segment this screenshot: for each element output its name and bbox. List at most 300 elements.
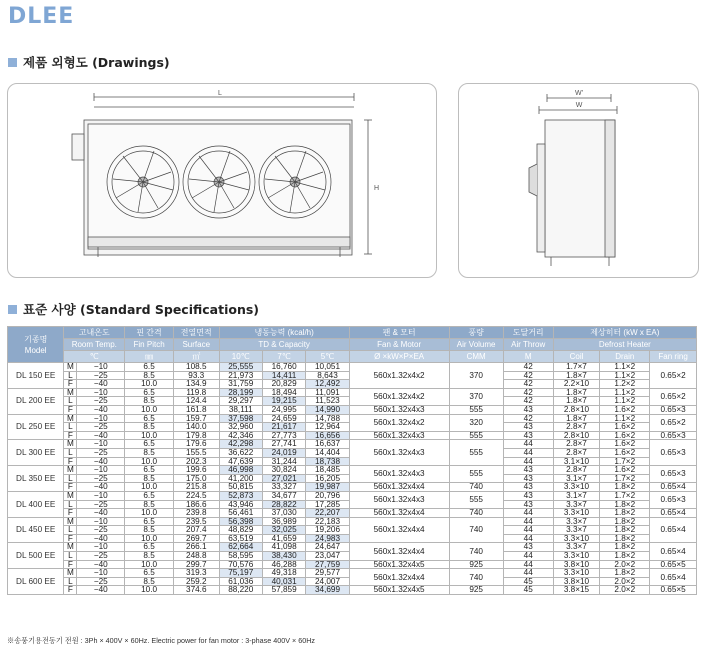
fin-pitch: 8.5: [125, 552, 174, 561]
capacity-cell: 14,788: [306, 414, 349, 423]
capacity-cell: 27,773: [262, 431, 305, 440]
defrost-drain: 1.7×2: [600, 474, 650, 483]
capacity-cell: 29,297: [219, 397, 262, 406]
defrost-drain: 2.0×2: [600, 586, 650, 595]
fan-ring: 0.65×3: [650, 431, 697, 440]
drawings-heading: [8, 53, 170, 71]
capacity-cell: 52,873: [219, 491, 262, 500]
temp-class: F: [64, 509, 77, 518]
defrost-drain: 1.7×2: [600, 491, 650, 500]
capacity-cell: 16,656: [306, 431, 349, 440]
header-cell: Room Temp.: [64, 339, 125, 351]
header-cell: Fan ring: [650, 351, 697, 363]
air-volume: 555: [449, 440, 503, 466]
capacity-cell: 88,220: [219, 586, 262, 595]
capacity-cell: 61,036: [219, 577, 262, 586]
fan-motor: 560x1.32x4x4: [349, 517, 449, 543]
air-throw: 43: [503, 474, 553, 483]
capacity-cell: 27,741: [262, 440, 305, 449]
surface: 119.8: [173, 388, 219, 397]
defrost-drain: 1.6×2: [600, 405, 650, 414]
fan-motor: 560x1.32x4x5: [349, 586, 449, 595]
section-marker: [8, 58, 17, 67]
capacity-cell: 37,030: [262, 509, 305, 518]
model-name: DL 600 EE: [8, 569, 64, 595]
defrost-drain: 1.1×2: [600, 414, 650, 423]
defrost-coil: 1.8×7: [553, 397, 600, 406]
dimension-label-w-prime: W': [575, 90, 583, 97]
defrost-coil: 3.1×7: [553, 474, 600, 483]
spec-table: [7, 326, 697, 595]
capacity-cell: 16,205: [306, 474, 349, 483]
air-throw: 43: [503, 491, 553, 500]
defrost-drain: 2.0×2: [600, 560, 650, 569]
table-row: [8, 440, 697, 449]
capacity-cell: 40,031: [262, 577, 305, 586]
defrost-drain: 1.6×2: [600, 466, 650, 475]
defrost-drain: 1.8×2: [600, 509, 650, 518]
capacity-cell: 14,990: [306, 405, 349, 414]
temp-class: M: [64, 414, 77, 423]
table-row: [8, 483, 697, 492]
fin-pitch: 10.0: [125, 405, 174, 414]
air-throw: 42: [503, 380, 553, 389]
fin-pitch: 6.5: [125, 517, 174, 526]
surface: 269.7: [173, 534, 219, 543]
header-cell: ℃: [64, 351, 125, 363]
capacity-cell: 11,523: [306, 397, 349, 406]
header-model: 기종명 Model: [8, 327, 64, 363]
capacity-cell: 63,519: [219, 534, 262, 543]
defrost-coil: 2.8×7: [553, 466, 600, 475]
capacity-cell: 18,494: [262, 388, 305, 397]
model-name: DL 150 EE: [8, 363, 64, 389]
fan-ring: 0.65×3: [650, 405, 697, 414]
fin-pitch: 10.0: [125, 483, 174, 492]
header-cell: Coil: [553, 351, 600, 363]
fan-ring: 0.65×4: [650, 569, 697, 586]
air-throw: 44: [503, 534, 553, 543]
header-cell: CMM: [449, 351, 503, 363]
capacity-cell: 37,598: [219, 414, 262, 423]
table-row: [8, 405, 697, 414]
room-temp: −25: [77, 500, 125, 509]
defrost-drain: 1.1×2: [600, 388, 650, 397]
defrost-coil: 3.8×15: [553, 586, 600, 595]
air-throw: 42: [503, 388, 553, 397]
temp-class: M: [64, 466, 77, 475]
room-temp: −10: [77, 466, 125, 475]
capacity-cell: 19,215: [262, 397, 305, 406]
air-throw: 44: [503, 440, 553, 449]
model-name: DL 350 EE: [8, 466, 64, 492]
air-throw: 44: [503, 526, 553, 535]
air-volume: 925: [449, 586, 503, 595]
room-temp: −25: [77, 423, 125, 432]
fin-pitch: 10.0: [125, 509, 174, 518]
fan-motor: 560x1.32x4x4: [349, 569, 449, 586]
fan-ring: 0.65×3: [650, 491, 697, 508]
surface: 202.3: [173, 457, 219, 466]
header-cell: ㎡: [173, 351, 219, 363]
defrost-coil: 3.3×10: [553, 509, 600, 518]
capacity-cell: 41,659: [262, 534, 305, 543]
capacity-cell: 18,485: [306, 466, 349, 475]
page-title: DLEE: [8, 4, 75, 29]
header-row-2: [8, 339, 697, 351]
capacity-cell: 24,983: [306, 534, 349, 543]
air-throw: 42: [503, 363, 553, 372]
room-temp: −40: [77, 457, 125, 466]
header-cell: Fin Pitch: [125, 339, 174, 351]
defrost-coil: 3.8×10: [553, 560, 600, 569]
fin-pitch: 6.5: [125, 569, 174, 578]
fin-pitch: 8.5: [125, 577, 174, 586]
table-row: [8, 388, 697, 397]
surface: 124.4: [173, 397, 219, 406]
capacity-cell: 27,759: [306, 560, 349, 569]
room-temp: −40: [77, 586, 125, 595]
header-cell: 도달거리: [503, 327, 553, 339]
room-temp: −25: [77, 474, 125, 483]
header-row-3: [8, 351, 697, 363]
header-cell: ㎜: [125, 351, 174, 363]
capacity-cell: 41,098: [262, 543, 305, 552]
defrost-coil: 3.3×7: [553, 543, 600, 552]
capacity-cell: 14,411: [262, 371, 305, 380]
capacity-cell: 16,637: [306, 440, 349, 449]
temp-class: L: [64, 423, 77, 432]
capacity-cell: 36,989: [262, 517, 305, 526]
defrost-coil: 3.1×10: [553, 457, 600, 466]
air-throw: 44: [503, 448, 553, 457]
fin-pitch: 6.5: [125, 363, 174, 372]
capacity-cell: 24,995: [262, 405, 305, 414]
capacity-cell: 50,815: [219, 483, 262, 492]
fan-ring: 0.65×4: [650, 517, 697, 543]
surface: 259.2: [173, 577, 219, 586]
temp-class: L: [64, 371, 77, 380]
capacity-cell: 34,699: [306, 586, 349, 595]
capacity-cell: 31,244: [262, 457, 305, 466]
surface: 319.3: [173, 569, 219, 578]
capacity-cell: 23,047: [306, 552, 349, 561]
surface: 248.8: [173, 552, 219, 561]
temp-class: L: [64, 500, 77, 509]
dimension-label-width: L: [218, 90, 222, 97]
table-row: [8, 569, 697, 578]
header-cell: 전열면적: [173, 327, 219, 339]
fan-ring: 0.65×2: [650, 414, 697, 431]
defrost-drain: 1.8×2: [600, 543, 650, 552]
capacity-cell: 12,492: [306, 380, 349, 389]
defrost-coil: 3.8×10: [553, 577, 600, 586]
defrost-coil: 1.8×7: [553, 388, 600, 397]
fin-pitch: 6.5: [125, 491, 174, 500]
fan-motor: 560x1.32x4x4: [349, 509, 449, 518]
front-view-svg: [8, 84, 436, 277]
side-view-svg: [459, 84, 698, 277]
air-throw: 44: [503, 457, 553, 466]
capacity-cell: 57,859: [262, 586, 305, 595]
room-temp: −25: [77, 371, 125, 380]
room-temp: −10: [77, 440, 125, 449]
defrost-coil: 3.3×7: [553, 526, 600, 535]
defrost-drain: 1.6×2: [600, 448, 650, 457]
section-marker: [8, 305, 17, 314]
drawings-heading-text: 제품 외형도 (Drawings): [23, 55, 170, 70]
fan-motor: 560x1.32x4x2: [349, 363, 449, 389]
air-throw: 45: [503, 586, 553, 595]
air-throw: 44: [503, 569, 553, 578]
capacity-cell: 20,829: [262, 380, 305, 389]
fin-pitch: 10.0: [125, 534, 174, 543]
air-volume: 740: [449, 569, 503, 586]
fan-motor: 560x1.32x4x4: [349, 483, 449, 492]
header-cell: 냉동능력 (kcal/h): [219, 327, 349, 339]
capacity-cell: 30,824: [262, 466, 305, 475]
capacity-cell: 20,796: [306, 491, 349, 500]
capacity-cell: 24,007: [306, 577, 349, 586]
temp-class: M: [64, 569, 77, 578]
model-name: DL 400 EE: [8, 491, 64, 517]
spec-table-header: [8, 327, 697, 363]
defrost-coil: 3.3×7: [553, 500, 600, 509]
room-temp: −10: [77, 388, 125, 397]
spec-table-body: [8, 363, 697, 595]
room-temp: −10: [77, 517, 125, 526]
fin-pitch: 8.5: [125, 371, 174, 380]
capacity-cell: 31,759: [219, 380, 262, 389]
capacity-cell: 47,639: [219, 457, 262, 466]
specs-heading: [8, 300, 259, 318]
air-throw: 43: [503, 431, 553, 440]
room-temp: −40: [77, 560, 125, 569]
temp-class: M: [64, 543, 77, 552]
defrost-drain: 1.1×2: [600, 397, 650, 406]
fan-motor: 560x1.32x4x3: [349, 440, 449, 466]
air-volume: 320: [449, 414, 503, 431]
dimension-label-height: H: [374, 185, 380, 192]
header-cell: Air Throw: [503, 339, 553, 351]
defrost-drain: 1.2×2: [600, 380, 650, 389]
temp-class: M: [64, 440, 77, 449]
temp-class: L: [64, 526, 77, 535]
defrost-drain: 1.6×2: [600, 423, 650, 432]
air-volume: 555: [449, 431, 503, 440]
capacity-cell: 25,555: [219, 363, 262, 372]
defrost-coil: 2.8×7: [553, 440, 600, 449]
surface: 207.4: [173, 526, 219, 535]
model-name: DL 300 EE: [8, 440, 64, 466]
air-volume: 740: [449, 483, 503, 492]
table-row: [8, 517, 697, 526]
footnote: ※송풍기용전동기 전원 : 3Ph × 400V × 60Hz. Electric power for fan motor : 3-phase 400V × 60Hz: [7, 636, 315, 645]
air-throw: 43: [503, 423, 553, 432]
surface: 134.9: [173, 380, 219, 389]
capacity-cell: 24,647: [306, 543, 349, 552]
room-temp: −25: [77, 448, 125, 457]
temp-class: M: [64, 491, 77, 500]
air-volume: 555: [449, 491, 503, 508]
surface: 93.3: [173, 371, 219, 380]
capacity-cell: 41,200: [219, 474, 262, 483]
capacity-cell: 10,051: [306, 363, 349, 372]
defrost-coil: 3.3×10: [553, 569, 600, 578]
air-throw: 44: [503, 552, 553, 561]
fin-pitch: 8.5: [125, 526, 174, 535]
capacity-cell: 19,987: [306, 483, 349, 492]
defrost-drain: 1.6×2: [600, 440, 650, 449]
air-volume: 555: [449, 466, 503, 483]
surface: 266.1: [173, 543, 219, 552]
header-cell: 팬 & 모터: [349, 327, 449, 339]
header-cell: Ø ×kW×P×EA: [349, 351, 449, 363]
fin-pitch: 6.5: [125, 414, 174, 423]
capacity-cell: 38,111: [219, 405, 262, 414]
capacity-cell: 42,298: [219, 440, 262, 449]
room-temp: −10: [77, 363, 125, 372]
fin-pitch: 8.5: [125, 397, 174, 406]
capacity-cell: 56,398: [219, 517, 262, 526]
defrost-coil: 2.2×10: [553, 380, 600, 389]
air-throw: 44: [503, 509, 553, 518]
side-view-drawing: [458, 83, 699, 278]
room-temp: −10: [77, 569, 125, 578]
capacity-cell: 28,199: [219, 388, 262, 397]
fan-ring: 0.65×5: [650, 586, 697, 595]
surface: 299.7: [173, 560, 219, 569]
room-temp: −25: [77, 552, 125, 561]
header-cell: 풍량: [449, 327, 503, 339]
defrost-coil: 3.1×7: [553, 491, 600, 500]
surface: 199.6: [173, 466, 219, 475]
defrost-coil: 3.3×10: [553, 552, 600, 561]
defrost-drain: 1.8×2: [600, 534, 650, 543]
air-volume: 740: [449, 517, 503, 543]
table-row: [8, 543, 697, 552]
air-throw: 42: [503, 397, 553, 406]
defrost-drain: 1.8×2: [600, 526, 650, 535]
capacity-cell: 43,946: [219, 500, 262, 509]
defrost-drain: 1.8×2: [600, 500, 650, 509]
temp-class: L: [64, 448, 77, 457]
header-cell: TD & Capacity: [219, 339, 349, 351]
temp-class: M: [64, 388, 77, 397]
capacity-cell: 49,318: [262, 569, 305, 578]
temp-class: L: [64, 552, 77, 561]
capacity-cell: 22,207: [306, 509, 349, 518]
air-volume: 555: [449, 405, 503, 414]
fin-pitch: 10.0: [125, 431, 174, 440]
defrost-coil: 2.8×10: [553, 405, 600, 414]
model-name: DL 200 EE: [8, 388, 64, 414]
room-temp: −25: [77, 526, 125, 535]
table-row: [8, 560, 697, 569]
capacity-cell: 46,288: [262, 560, 305, 569]
fan-ring: 0.65×4: [650, 509, 697, 518]
surface: 215.8: [173, 483, 219, 492]
temp-class: F: [64, 431, 77, 440]
capacity-cell: 22,183: [306, 517, 349, 526]
fan-motor: 560x1.32x4x2: [349, 388, 449, 405]
fan-motor: 560x1.32x4x3: [349, 491, 449, 508]
air-throw: 42: [503, 414, 553, 423]
surface: 374.6: [173, 586, 219, 595]
dimension-label-w: W: [575, 102, 583, 109]
capacity-cell: 46,998: [219, 466, 262, 475]
temp-class: M: [64, 363, 77, 372]
temp-class: L: [64, 577, 77, 586]
surface: 108.5: [173, 363, 219, 372]
capacity-cell: 70,576: [219, 560, 262, 569]
table-row: [8, 509, 697, 518]
fin-pitch: 8.5: [125, 500, 174, 509]
header-cell: Fan & Motor: [349, 339, 449, 351]
surface: 179.8: [173, 431, 219, 440]
temp-class: F: [64, 405, 77, 414]
fan-motor: 560x1.32x4x3: [349, 466, 449, 483]
fan-motor: 560x1.32x4x5: [349, 560, 449, 569]
surface: 179.6: [173, 440, 219, 449]
surface: 175.0: [173, 474, 219, 483]
fan-motor: 560x1.32x4x4: [349, 543, 449, 560]
capacity-cell: 18,738: [306, 457, 349, 466]
defrost-drain: 1.1×2: [600, 363, 650, 372]
capacity-cell: 24,659: [262, 414, 305, 423]
capacity-cell: 32,025: [262, 526, 305, 535]
room-temp: −10: [77, 491, 125, 500]
temp-class: F: [64, 534, 77, 543]
fin-pitch: 8.5: [125, 448, 174, 457]
capacity-cell: 14,404: [306, 448, 349, 457]
temp-class: F: [64, 560, 77, 569]
fan-ring: 0.65×3: [650, 440, 697, 466]
table-row: [8, 491, 697, 500]
capacity-cell: 11,091: [306, 388, 349, 397]
header-cell: Defrost Heater: [553, 339, 696, 351]
defrost-drain: 1.8×2: [600, 552, 650, 561]
capacity-cell: 24,019: [262, 448, 305, 457]
room-temp: −10: [77, 414, 125, 423]
surface: 239.8: [173, 509, 219, 518]
capacity-cell: 62,664: [219, 543, 262, 552]
air-throw: 44: [503, 560, 553, 569]
fin-pitch: 6.5: [125, 543, 174, 552]
capacity-cell: 29,577: [306, 569, 349, 578]
table-row: [8, 363, 697, 372]
surface: 161.8: [173, 405, 219, 414]
capacity-cell: 8,643: [306, 371, 349, 380]
fin-pitch: 10.0: [125, 586, 174, 595]
capacity-cell: 75,197: [219, 569, 262, 578]
surface: 239.5: [173, 517, 219, 526]
defrost-drain: 1.8×2: [600, 517, 650, 526]
capacity-cell: 17,285: [306, 500, 349, 509]
surface: 159.7: [173, 414, 219, 423]
header-cell: 5℃: [306, 351, 349, 363]
defrost-coil: 3.3×10: [553, 534, 600, 543]
defrost-coil: 3.3×10: [553, 483, 600, 492]
temp-class: F: [64, 380, 77, 389]
capacity-cell: 12,964: [306, 423, 349, 432]
surface: 186.6: [173, 500, 219, 509]
fin-pitch: 10.0: [125, 457, 174, 466]
room-temp: −25: [77, 577, 125, 586]
surface: 224.5: [173, 491, 219, 500]
capacity-cell: 34,677: [262, 491, 305, 500]
defrost-drain: 1.8×2: [600, 569, 650, 578]
